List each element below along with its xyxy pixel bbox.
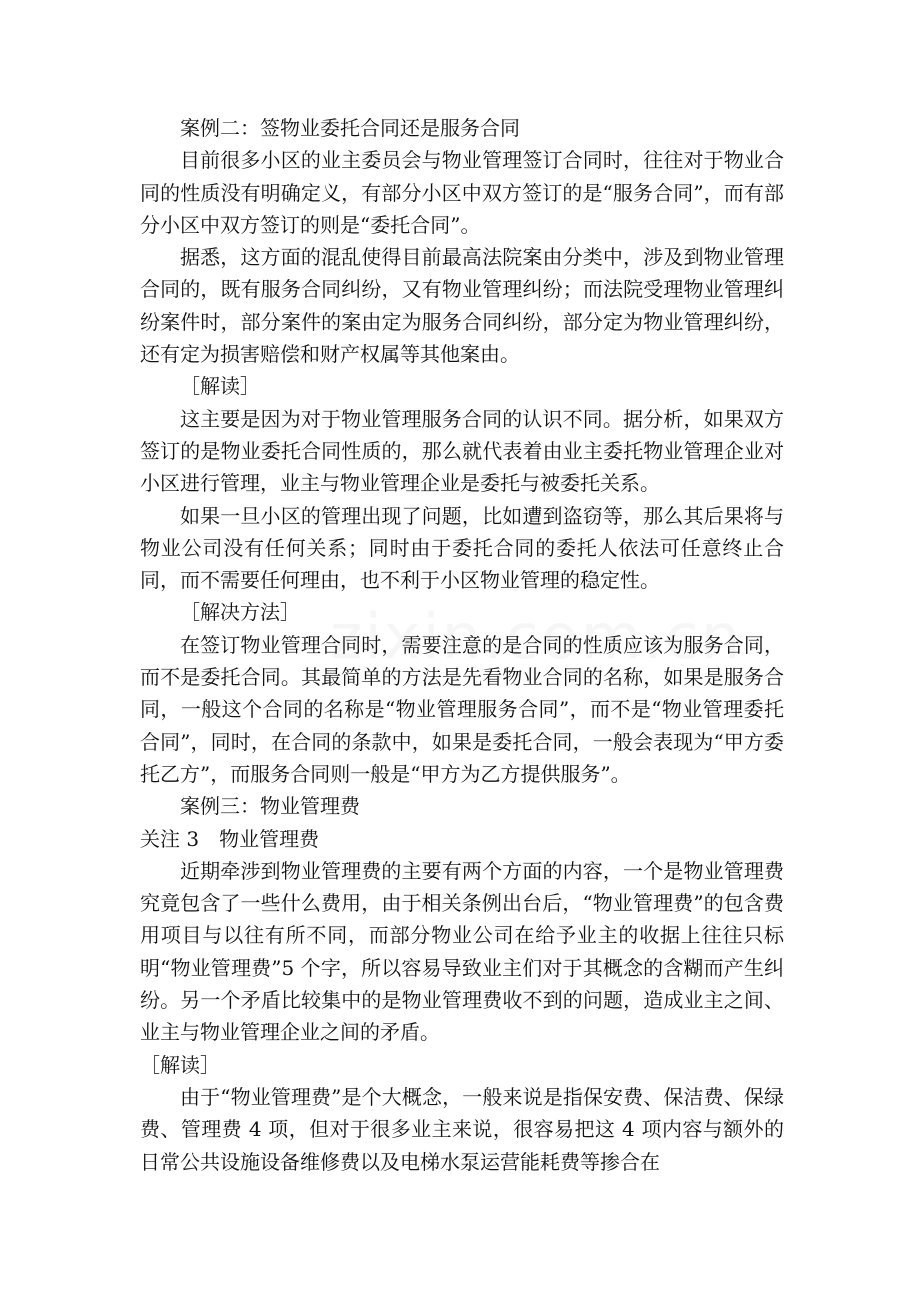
- interpretation-heading: ［解读］: [140, 1052, 220, 1077]
- paragraph: 在签订物业管理合同时，需要注意的是合同的性质应该为服务合同，而不是委托合同。其最简单的方法是先看物业合同的名称，如果是服务合同，一般这个合同的名称是“物业管理服务合同”，而不是“物业管理委托合同”，同时，在合同的条款中，如果是委托合同，一般会表现为“甲方委托乙方”，而服务合同则一般是“甲方为乙方提供服务”。: [140, 632, 784, 786]
- document-body: [140, 112, 784, 1178]
- paragraph: 近期牵涉到物业管理费的主要有两个方面的内容，一个是物业管理费究竟包含了一些什么费用，由于相关条例出台后，“物业管理费”的包含费用项目与以往有所不同，而部分物业公司在给予业主的收据上往往只标明“物业管理费”5 个字，所以容易导致业主们对于其概念的含糊而产生纠纷。另一个矛盾比较集中的是物业管理费收不到的问题，造成业主之间、业主与物业管理企业之间的矛盾。: [140, 858, 784, 1045]
- paragraph: 这主要是因为对于物业管理服务合同的认识不同。据分析，如果双方签订的是物业委托合同性质的，那么就代表着由业主委托物业管理企业对小区进行管理，业主与物业管理企业是委托与被委托关系。: [140, 406, 784, 496]
- case-two-heading: 案例二：签物业委托合同还是服务合同: [180, 116, 520, 140]
- case-three-heading: 案例三：物业管理费: [180, 794, 360, 819]
- paragraph: 据悉，这方面的混乱使得目前最高法院案由分类中，涉及到物业管理合同的，既有服务合同纠纷，又有物业管理纠纷；而法院受理物业管理纠纷案件时，部分案件的案由定为服务合同纠纷，部分定为物业管理纠纷，还有定为损害赔偿和财产权属等其他案由。: [140, 245, 784, 367]
- paragraph: 目前很多小区的业主委员会与物业管理签订合同时，往往对于物业合同的性质没有明确定义，有部分小区中双方签订的是“服务合同”，而有部分小区中双方签订的则是“委托合同”。: [140, 148, 784, 237]
- paragraph: 由于“物业管理费”是个大概念，一般来说是指保安费、保洁费、保绿费、管理费 4 项，但对于很多业主来说，很容易把这 4 项内容与额外的日常公共设施设备维修费以及电梯水泵运营能耗费等掺合在: [140, 1084, 784, 1174]
- paragraph: 如果一旦小区的管理出现了问题，比如遭到盗窃等，那么其后果将与物业公司没有任何关系；同时由于委托合同的委托人依法可任意终止合同，而不需要任何理由，也不利于小区物业管理的稳定性。: [140, 503, 784, 593]
- focus-three-heading: 关注 3 物业管理费: [140, 826, 320, 851]
- interpretation-heading: ［解读］: [180, 374, 260, 399]
- solution-heading: ［解决方法］: [180, 600, 300, 625]
